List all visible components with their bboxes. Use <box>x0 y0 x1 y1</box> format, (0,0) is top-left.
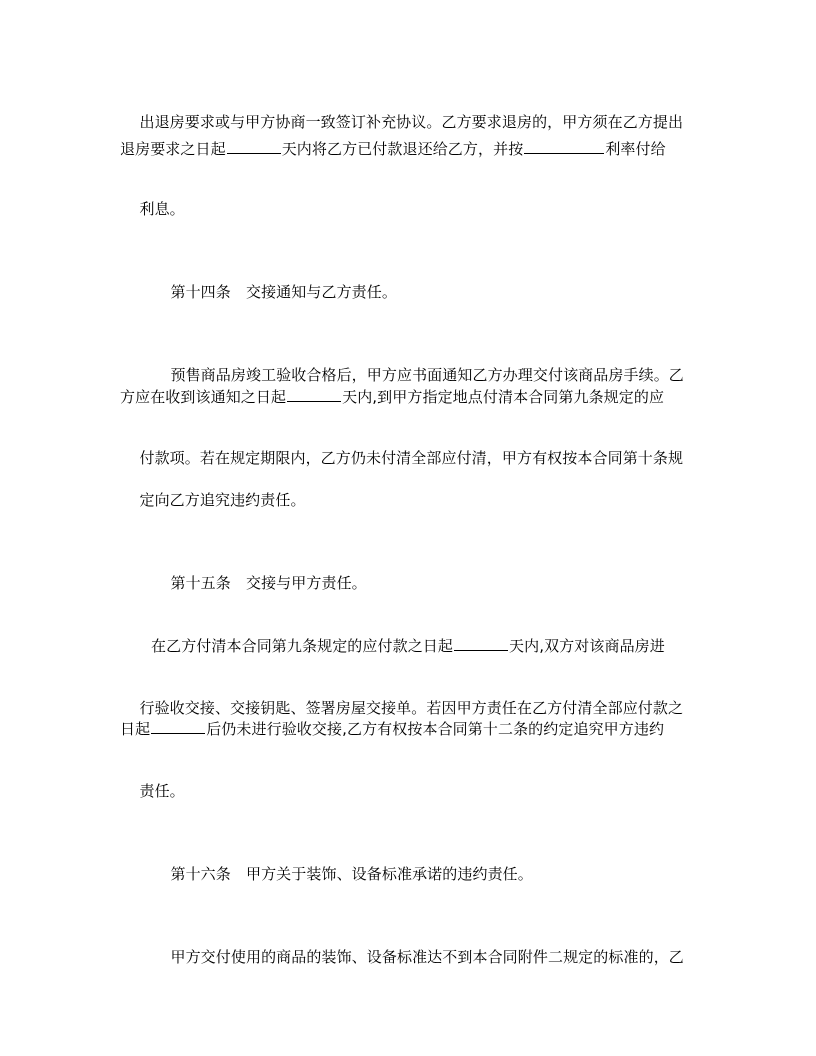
paragraph-text: 日起 <box>120 720 151 738</box>
paragraph-text: 付款项。若在规定期限内，乙方仍未付清全部应付清，甲方有权按本合同第十条规 <box>139 449 684 467</box>
article-14-heading: 第十四条 交接通知与乙方责任。 <box>170 283 397 301</box>
paragraph-line <box>120 139 666 159</box>
paragraph-line <box>120 470 306 530</box>
paragraph-text: 行验收交接、交接钥匙、签署房屋交接单。若因甲方责任在乙方付清全部应付款之 <box>139 699 684 717</box>
paragraph-text: 利率付给 <box>605 140 666 158</box>
fill-in-blank <box>287 387 341 402</box>
paragraph-text: 方应在收到该通知之日起 <box>120 388 287 406</box>
paragraph-text: 天内,双方对该商品房进 <box>509 637 665 655</box>
fill-in-blank <box>454 636 508 651</box>
paragraph-text: 甲方交付使用的商品的装饰、设备标准达不到本合同附件二规定的标准的，乙 <box>170 948 684 966</box>
paragraph-text: 责任。 <box>139 782 185 800</box>
article-15-heading: 第十五条 交接与甲方责任。 <box>170 574 367 592</box>
article-heading <box>151 262 397 322</box>
paragraph-text: 出退房要求或与甲方协商一致签订补充协议。乙方要求退房的，甲方须在乙方提出 <box>139 113 684 131</box>
paragraph-line <box>120 719 664 739</box>
article-16-heading: 第十六条 甲方关于装饰、设备标准承诺的违约责任。 <box>170 865 533 883</box>
paragraph-text: 后仍未进行验收交接,乙方有权按本合同第十二条的约定追究甲方违约 <box>206 720 665 738</box>
paragraph-line <box>151 636 665 656</box>
paragraph-line <box>120 179 185 239</box>
paragraph-text: 利息。 <box>139 200 185 218</box>
paragraph-line <box>151 927 684 987</box>
paragraph-text: 天内,到甲方指定地点付清本合同第九条规定的应 <box>342 388 665 406</box>
fill-in-blank <box>151 719 205 734</box>
paragraph-text: 在乙方付清本合同第九条规定的应付款之日起 <box>151 637 454 655</box>
paragraph-text: 预售商品房竣工验收合格后，甲方应书面通知乙方办理交付该商品房手续。乙 <box>170 366 684 384</box>
paragraph-text: 定向乙方追究违约责任。 <box>139 491 306 509</box>
article-heading <box>151 553 367 613</box>
paragraph-text: 天内将乙方已付款退还给乙方，并按 <box>281 140 524 158</box>
paragraph-text: 退房要求之日起 <box>120 140 226 158</box>
paragraph-line <box>120 761 185 821</box>
paragraph-line <box>120 387 664 407</box>
fill-in-blank <box>524 139 604 154</box>
article-heading <box>151 844 533 904</box>
fill-in-blank <box>227 139 281 154</box>
